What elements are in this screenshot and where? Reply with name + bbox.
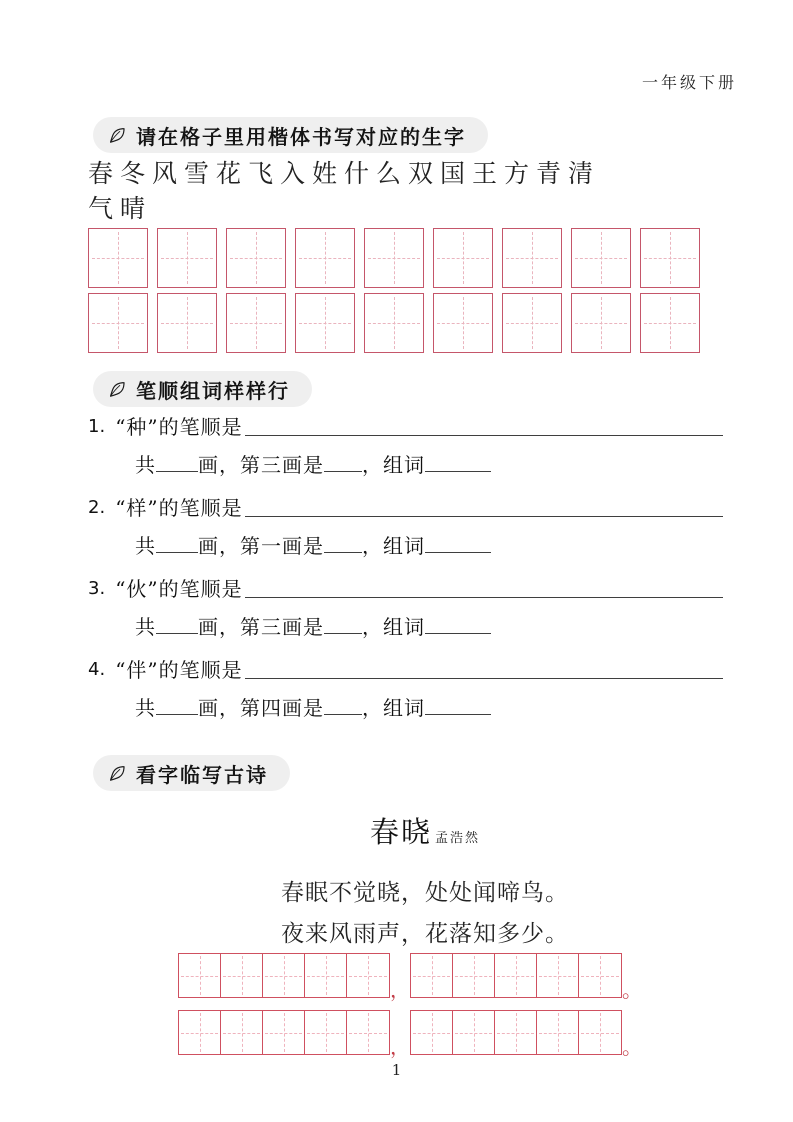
answer-blank [324,537,362,553]
section2-title: 笔顺组词样样行 [136,378,290,403]
writing-cell [179,954,221,997]
character-line-1: 春冬风雪花飞入姓什么双国王方青清 [88,159,601,188]
question-number: 2. [88,497,106,518]
sub-text: 画，第四画是 [198,696,324,720]
writing-cell [88,293,148,353]
writing-cell [263,954,305,997]
sub-text: 共 [135,615,156,639]
sub-text: 画，第三画是 [198,453,324,477]
section1-title: 请在格子里用楷体书写对应的生字 [136,124,466,149]
writing-cell [640,293,700,353]
copy-grid-group [178,1010,390,1055]
writing-cell [295,228,355,288]
answer-blank [425,456,491,472]
writing-cell [502,228,562,288]
sub-text: 共 [135,534,156,558]
poem-block [120,810,730,955]
sub-text: ，组词 [362,615,425,639]
writing-cell [411,1011,453,1054]
answer-blank [156,699,198,715]
poem-line-1: 春眠不觉晓，处处闻啼鸟。 [281,880,569,906]
writing-cell [305,954,347,997]
character-line-2: 气晴 [88,194,153,223]
answer-blank [324,456,362,472]
writing-grid [88,228,700,353]
period-mark: 。 [622,1035,642,1059]
question-prompt: “伴”的笔顺是 [115,658,243,682]
feather-icon [107,764,126,783]
section1-header [93,117,488,153]
answer-blank [425,537,491,553]
answer-blank [156,537,198,553]
question-number: 4. [88,659,106,680]
writing-cell [221,1011,263,1054]
poem-author: 孟浩然 [435,831,481,846]
section2-header [93,371,312,407]
new-character-list [88,156,600,226]
comma-mark: ， [390,1035,410,1059]
question-number: 3. [88,578,106,599]
sub-text: 共 [135,453,156,477]
sub-text: ，组词 [362,696,425,720]
question-1 [88,414,723,478]
writing-cell [502,293,562,353]
question-3 [88,576,723,640]
poem-lines [120,873,730,955]
writing-cell [495,1011,537,1054]
writing-cell [364,293,424,353]
section3-header [93,755,290,791]
writing-cell [495,954,537,997]
writing-cell [364,228,424,288]
writing-cell [157,228,217,288]
writing-cell [537,954,579,997]
answer-blank-line [245,678,723,679]
answer-blank [324,618,362,634]
stroke-order-questions [88,414,723,738]
writing-cell [433,293,493,353]
feather-icon [107,380,126,399]
comma-mark: ， [390,978,410,1002]
sub-text: 画，第一画是 [198,534,324,558]
poem-copy-row-2 [178,1010,642,1059]
answer-blank [156,456,198,472]
writing-cell [263,1011,305,1054]
writing-cell [571,228,631,288]
writing-cell [88,228,148,288]
poem-title: 春晓 [369,815,432,849]
writing-cell [453,954,495,997]
writing-cell [221,954,263,997]
copy-grid-group [410,953,622,998]
writing-cell [347,954,389,997]
answer-blank-line [245,597,723,598]
poem-title-line [120,810,730,851]
writing-cell [433,228,493,288]
poem-line-2: 夜来风雨声，花落知多少。 [281,921,569,947]
writing-cell [179,1011,221,1054]
question-number: 1. [88,416,106,437]
period-mark: 。 [622,978,642,1002]
writing-cell [226,228,286,288]
writing-cell [579,1011,621,1054]
question-2 [88,495,723,559]
writing-cell [226,293,286,353]
answer-blank [425,618,491,634]
sub-text: 共 [135,696,156,720]
copy-grid-group [410,1010,622,1055]
writing-cell [411,954,453,997]
question-4 [88,657,723,721]
sub-text: ，组词 [362,453,425,477]
sub-text: ，组词 [362,534,425,558]
writing-cell [537,1011,579,1054]
writing-cell [305,1011,347,1054]
question-prompt: “伙”的笔顺是 [115,577,243,601]
answer-blank [324,699,362,715]
answer-blank [425,699,491,715]
writing-cell [571,293,631,353]
feather-icon [107,126,126,145]
writing-cell [295,293,355,353]
writing-cell [453,1011,495,1054]
writing-cell [579,954,621,997]
answer-blank-line [245,435,723,436]
question-prompt: “样”的笔顺是 [115,496,243,520]
sub-text: 画，第三画是 [198,615,324,639]
poem-copy-row-1 [178,953,642,1002]
writing-cell [347,1011,389,1054]
writing-cell [640,228,700,288]
writing-cell [157,293,217,353]
answer-blank [156,618,198,634]
page-number: 1 [391,1061,402,1079]
answer-blank-line [245,516,723,517]
copy-grid-group [178,953,390,998]
section3-title: 看字临写古诗 [136,762,268,787]
booklet-label: 一年级下册 [641,73,737,92]
question-prompt: “种”的笔顺是 [115,415,243,439]
